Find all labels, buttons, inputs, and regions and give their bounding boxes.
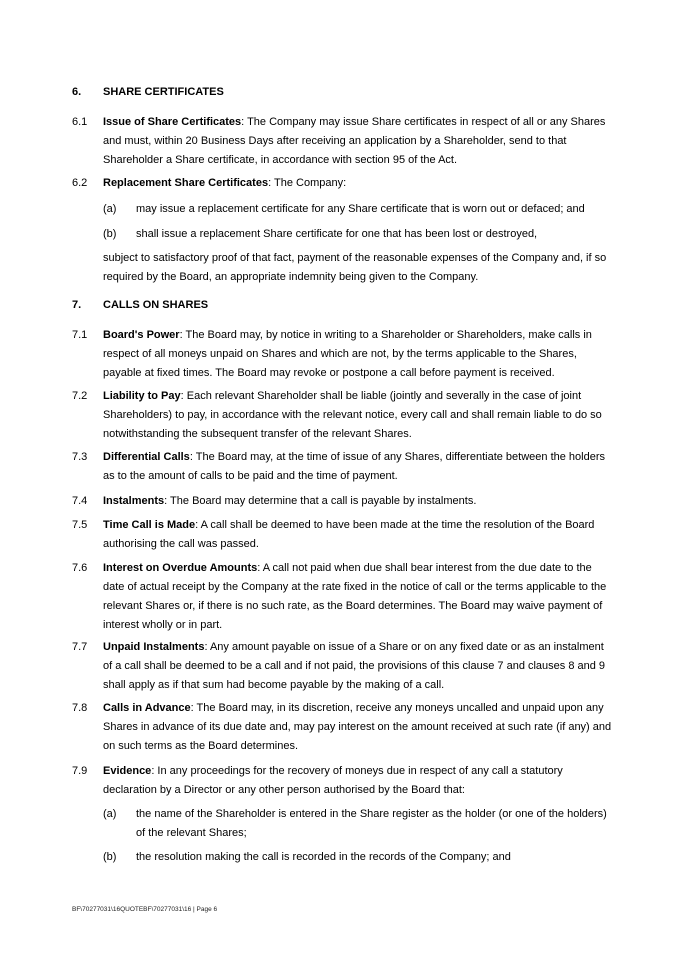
- clause-number: 7.3: [72, 451, 88, 463]
- clause-7-8: [72, 699, 612, 756]
- clause-number: 7.6: [72, 562, 88, 574]
- clause-title: Unpaid Instalments: [103, 641, 205, 653]
- subclause-text: may issue a replacement certificate for any Share certificate that is worn out or defaced; and: [136, 203, 585, 215]
- clause-number: 6.2: [72, 177, 88, 189]
- clause-title: Liability to Pay: [103, 390, 181, 402]
- clause-title: Instalments: [103, 495, 165, 507]
- clause-number: 7.4: [72, 495, 88, 507]
- subclause-number: (a): [103, 203, 117, 215]
- clause-text: : A call not paid when due shall bear interest from the due date to the date of actual receipt by the Company at the rate fixed in the notice of call or the terms applicable to the relevant Shares or, if there is no such rate, as the Board determines. The Board may waive payment of interest wholly or in part.: [103, 562, 607, 631]
- clause-text: : The Board may, at the time of issue of any Shares, differentiate between the holders as to the amount of calls to be paid and the time of payment.: [103, 451, 605, 482]
- clause-7-4: [72, 492, 612, 511]
- subclause-number: (b): [103, 228, 117, 240]
- clause-number: 7.8: [72, 702, 88, 714]
- subclause-7-9-b: [103, 848, 613, 867]
- clause-number: 6.1: [72, 116, 88, 128]
- subclause-6-2-b: [103, 225, 613, 244]
- subclause-text: shall issue a replacement Share certificate for one that has been lost or destroyed,: [136, 228, 538, 240]
- section-title: SHARE CERTIFICATES: [103, 86, 224, 98]
- section-number: 7.: [72, 299, 82, 311]
- clause-title: Differential Calls: [103, 451, 190, 463]
- clause-7-5: [72, 516, 612, 554]
- clause-title: Calls in Advance: [103, 702, 191, 714]
- clause-number: 7.2: [72, 390, 88, 402]
- clause-text: : The Board may, in its discretion, receive any moneys uncalled and unpaid upon any Shares in advance of its due date and, may pay interest on the amount received at such rate (if any) and on such terms as the Board determines.: [103, 702, 612, 752]
- clause-number: 7.7: [72, 641, 88, 653]
- clause-6-2-tail: subject to satisfactory proof of that fact, payment of the reasonable expenses of the Company and, if so required by the Board, an appropriate indemnity being given to the Company.: [103, 252, 607, 283]
- clause-text: : The Company:: [268, 177, 347, 189]
- clause-text: : In any proceedings for the recovery of moneys due in respect of any call a statutory declaration by a Director or any other person authorised by the Board that:: [103, 765, 563, 796]
- clause-text: : The Board may, by notice in writing to a Shareholder or Shareholders, make calls in respect of all moneys unpaid on Shares and which are not, by the terms applicable to the Shares, payable at fixed times. The Board may revoke or postpone a call before payment is received.: [103, 329, 592, 379]
- clause-7-3: [72, 448, 612, 486]
- clause-number: 7.5: [72, 519, 88, 531]
- clause-7-9: [72, 762, 612, 800]
- clause-7-2: [72, 387, 612, 444]
- subclause-text: the name of the Shareholder is entered in the Share register as the holder (or one of the holders) of the relevant Shares;: [136, 808, 607, 839]
- subclause-number: (b): [103, 851, 117, 863]
- clause-title: Interest on Overdue Amounts: [103, 562, 258, 574]
- clause-number: 7.9: [72, 765, 88, 777]
- clause-title: Evidence: [103, 765, 152, 777]
- clause-7-1: [72, 326, 612, 383]
- clause-text: : Any amount payable on issue of a Share or on any fixed date or as an instalment of a call shall be deemed to be a call and if not paid, the provisions of this clause 7 and clauses 8 and 9 shall apply as if that sum had become payable by the making of a call.: [103, 641, 606, 691]
- clause-6-2: [72, 174, 612, 193]
- clause-number: 7.1: [72, 329, 88, 341]
- clause-6-1: [72, 113, 612, 170]
- clause-text: : Each relevant Shareholder shall be liable (jointly and severally in the case of joint Shareholders) to pay, in accordance with the relevant notice, every call and shall remain liable to do so notwithstanding the subsequent transfer of the relevant Shares.: [103, 390, 602, 440]
- subclause-7-9-a: [103, 805, 613, 843]
- clause-7-7: [72, 638, 612, 695]
- subclause-6-2-a: [103, 200, 613, 219]
- clause-title: Board's Power: [103, 329, 180, 341]
- clause-title: Replacement Share Certificates: [103, 177, 269, 189]
- clause-text: : The Board may determine that a call is payable by instalments.: [164, 495, 477, 507]
- section-title: CALLS ON SHARES: [103, 299, 209, 311]
- clause-title: Issue of Share Certificates: [103, 116, 242, 128]
- page-footer: BF\70277031\16QUOTEBF\70277031\16 | Page 6: [72, 906, 218, 913]
- subclause-number: (a): [103, 808, 117, 820]
- clause-title: Time Call is Made: [103, 519, 196, 531]
- clause-7-6: [72, 559, 612, 635]
- clause-text: : A call shall be deemed to have been made at the time the resolution of the Board authorising the call was passed.: [103, 519, 595, 550]
- clause-text: : The Company may issue Share certificates in respect of all or any Shares and must, within 20 Business Days after receiving an application by a Shareholder, send to that Shareholder a Share certificate, in accordance with section 95 of the Act.: [103, 116, 606, 166]
- subclause-text: the resolution making the call is recorded in the records of the Company; and: [136, 851, 511, 863]
- section-number: 6.: [72, 86, 82, 98]
